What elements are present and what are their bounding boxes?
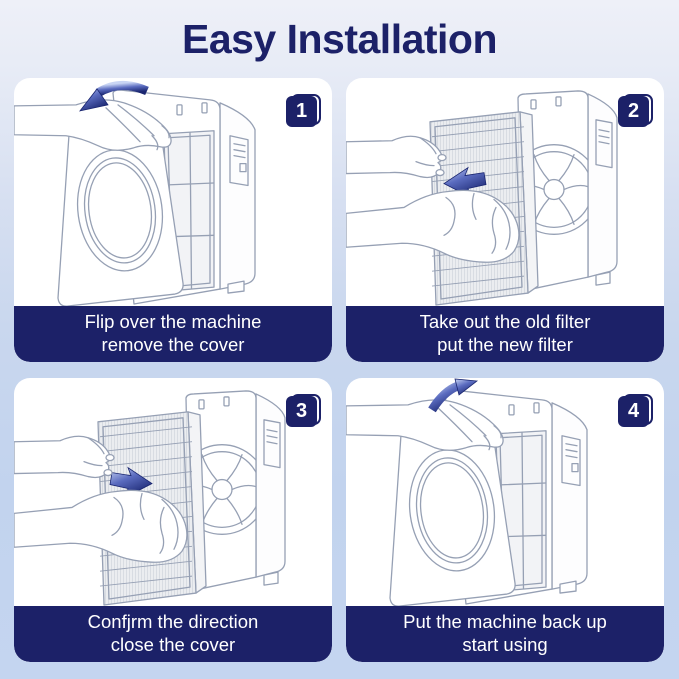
step-4-illustration	[346, 378, 664, 606]
step-2-illustration	[346, 78, 664, 306]
header	[0, 0, 679, 78]
caption-line: Put the machine back up	[403, 611, 607, 633]
control-label	[230, 136, 248, 186]
caption-line: Take out the old filter	[419, 311, 591, 333]
page-title: Easy Installation	[181, 15, 498, 62]
caption-line: close the cover	[110, 634, 236, 655]
step-number-badge	[286, 96, 317, 127]
caption-line: remove the cover	[101, 334, 245, 355]
replace-cover-drawing	[346, 378, 664, 606]
steps-grid	[0, 78, 679, 662]
badge-number: 2	[618, 96, 649, 127]
step-caption	[14, 306, 332, 362]
step-1-illustration	[14, 78, 332, 306]
badge-number: 1	[286, 96, 317, 127]
caption-line: put the new filter	[437, 334, 573, 355]
pull-filter-drawing	[346, 78, 664, 306]
caption-line: Confjrm the direction	[87, 611, 259, 633]
remove-cover-drawing	[14, 78, 332, 306]
badge-number: 4	[618, 396, 649, 427]
push-filter-drawing	[14, 378, 332, 606]
machine-side	[552, 403, 587, 589]
step-caption	[346, 606, 664, 662]
step-panel-2	[346, 78, 664, 362]
caption-line: Flip over the machine	[84, 311, 262, 333]
step-panel-1	[14, 78, 332, 362]
badge-number: 3	[286, 396, 317, 427]
control-label	[562, 436, 580, 486]
step-caption	[346, 306, 664, 362]
step-number-badge	[286, 396, 317, 427]
step-panel-4	[346, 378, 664, 662]
step-panel-3	[14, 378, 332, 662]
step-3-illustration	[14, 378, 332, 606]
step-caption	[14, 606, 332, 662]
step-number-badge	[618, 396, 649, 427]
caption-line: start using	[462, 634, 548, 655]
machine-side	[220, 103, 255, 289]
step-number-badge	[618, 96, 649, 127]
